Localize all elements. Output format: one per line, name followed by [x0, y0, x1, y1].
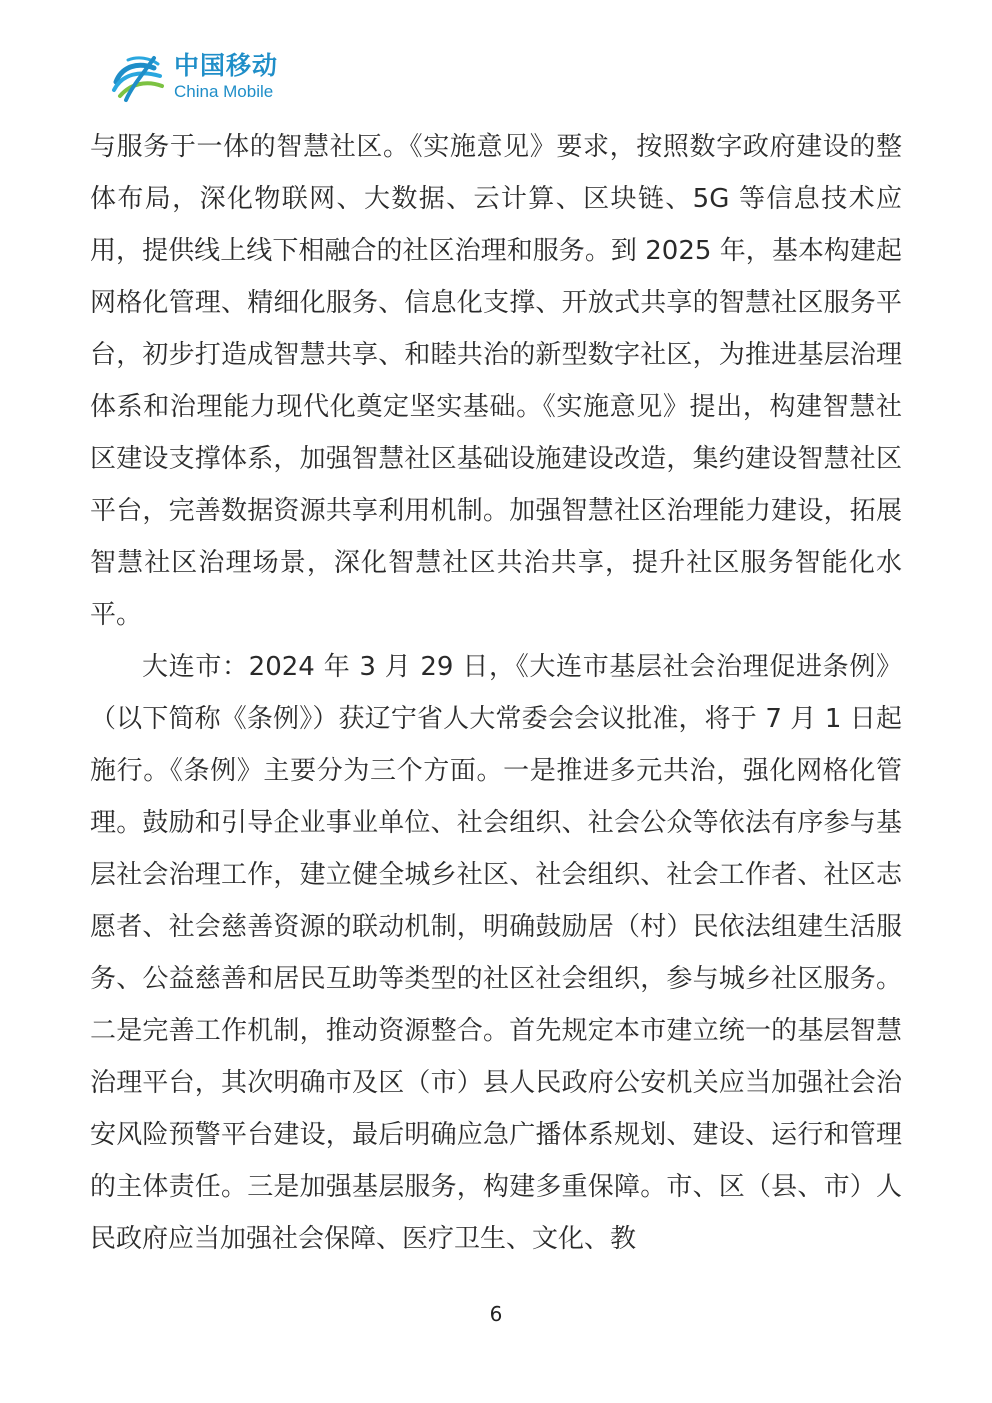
paragraph-dalian: 大连市：2024 年 3 月 29 日，《大连市基层社会治理促进条例》（以下简称《条例》）获辽宁省人大常委会会议批准，将于 7 月 1 日起施行。《条例》主要分为三个方面。一是推进多元共治，强化网格化管理。鼓励和引导企业事业单位、社会组织、社会公众等依法有序参与基层社会治理工作，建立健全城乡社区、社会组织、社会工作者、社区志愿者、社会慈善资源的联动机制，明确鼓励居（村）民依法组建生活服务、公益慈善和居民互助等类型的社区社会组织，参与城乡社区服务。二是完善工作机制，推动资源整合。首先规定本市建立统一的基层智慧治理平台，其次明确市及区（市）县人民政府公安机关应当加强社会治安风险预警平台建设，最后明确应急广播体系规划、建设、运行和管理的主体责任。三是加强基层服务，构建多重保障。市、区（县、市）人民政府应当加强社会保障、医疗卫生、文化、教 [90, 652, 902, 1254]
page-number: 6 [489, 1302, 503, 1326]
logo-chinese-name: 中国移动 [174, 50, 279, 80]
china-mobile-logo-icon [108, 46, 168, 106]
logo-english-name: China Mobile [174, 81, 274, 101]
document-body [90, 121, 902, 1265]
logo-wordmark [174, 50, 279, 101]
page-header [108, 44, 278, 108]
paragraph-continued: 与服务于一体的智慧社区。《实施意见》要求，按照数字政府建设的整体布局，深化物联网、大数据、云计算、区块链、5G 等信息技术应用，提供线上线下相融合的社区治理和服务。到 2025 年，基本构建起网格化管理、精细化服务、信息化支撑、开放式共享的智慧社区服务平台，初步打造成智慧共享、和睦共治的新型数字社区，为推进基层治理体系和治理能力现代化奠定坚实基础。《实施意见》提出，构建智慧社区建设支撑体系，加强智慧社区基础设施建设改造，集约建设智慧社区平台，完善数据资源共享利用机制。加强智慧社区治理能力建设，拓展智慧社区治理场景，深化智慧社区共治共享，提升社区服务智能化水平。 [90, 132, 902, 630]
